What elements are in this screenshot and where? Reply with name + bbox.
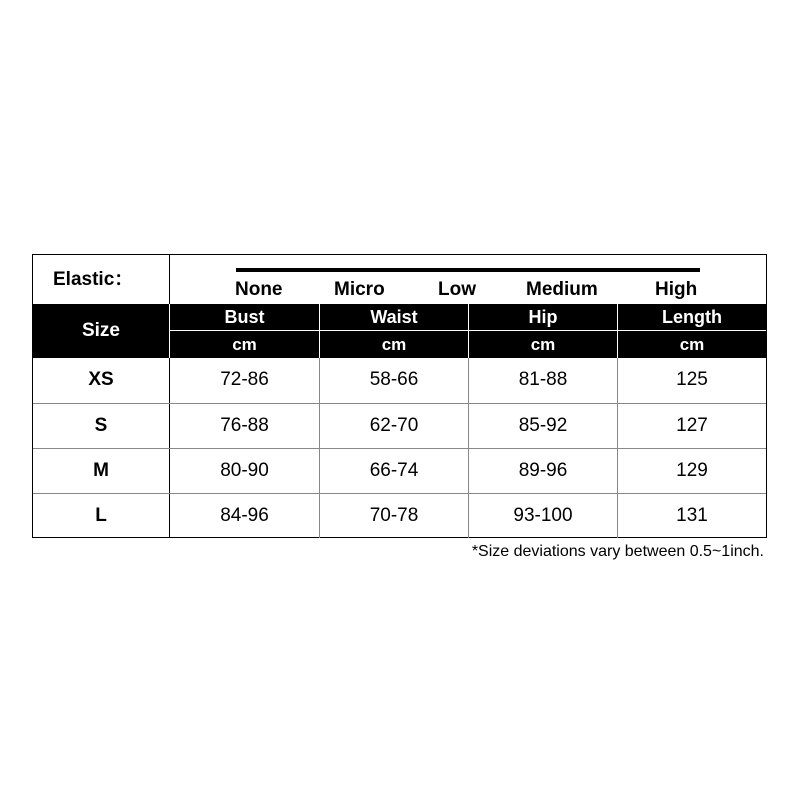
waist-cell: 62-70 — [320, 404, 469, 448]
header-bust-unit: cm — [232, 335, 257, 354]
waist-cell: 66-74 — [320, 449, 469, 493]
elastic-level-low: Low — [438, 279, 476, 300]
size-deviation-note: *Size deviations vary between 0.5~1inch. — [471, 543, 764, 560]
length-cell: 129 — [676, 460, 708, 481]
header-hip-unit: cm — [530, 335, 556, 354]
elastic-scale — [170, 255, 766, 304]
elastic-label: Elastic： — [33, 255, 170, 304]
elastic-scale-line — [236, 268, 700, 272]
bust-cell: 76-88 — [170, 404, 320, 448]
hip-cell: 89-96 — [469, 449, 618, 493]
header-waist-label: Waist — [320, 304, 468, 331]
hip-cell: 93-100 — [469, 494, 618, 538]
header-waist-unit: cm — [381, 335, 407, 354]
elastic-level-high: High — [655, 279, 698, 300]
table-row — [33, 448, 766, 493]
length-cell: 131 — [676, 505, 708, 526]
elastic-level-none: None — [235, 279, 283, 300]
hip-cell: 85-92 — [469, 404, 618, 448]
length-cell: 127 — [676, 415, 708, 436]
waist-cell: 58-66 — [320, 358, 469, 403]
elastic-row — [33, 255, 766, 304]
header-length-label: Length — [618, 304, 766, 331]
header-hip — [469, 304, 618, 358]
table-header — [33, 304, 766, 358]
bust-cell: 80-90 — [170, 449, 320, 493]
header-length — [618, 304, 766, 358]
size-cell: S — [33, 404, 170, 448]
table-row — [33, 358, 766, 403]
size-cell: XS — [33, 358, 170, 403]
size-cell: L — [33, 494, 170, 538]
bust-cell: 84-96 — [170, 494, 320, 538]
hip-cell: 81-88 — [469, 358, 618, 403]
table-row — [33, 493, 766, 538]
bust-cell: 72-86 — [170, 358, 320, 403]
waist-cell: 70-78 — [320, 494, 469, 538]
header-waist — [320, 304, 469, 358]
elastic-level-micro: Micro — [334, 279, 385, 300]
length-cell: 125 — [676, 369, 708, 390]
header-bust — [170, 304, 320, 358]
table-row — [33, 403, 766, 448]
header-size: Size — [33, 304, 170, 358]
header-bust-label: Bust — [170, 304, 319, 331]
table-body — [33, 358, 766, 538]
size-chart — [32, 254, 767, 538]
elastic-level-medium: Medium — [526, 279, 598, 300]
size-cell: M — [33, 449, 170, 493]
header-hip-label: Hip — [469, 304, 617, 331]
header-length-unit: cm — [679, 335, 705, 354]
